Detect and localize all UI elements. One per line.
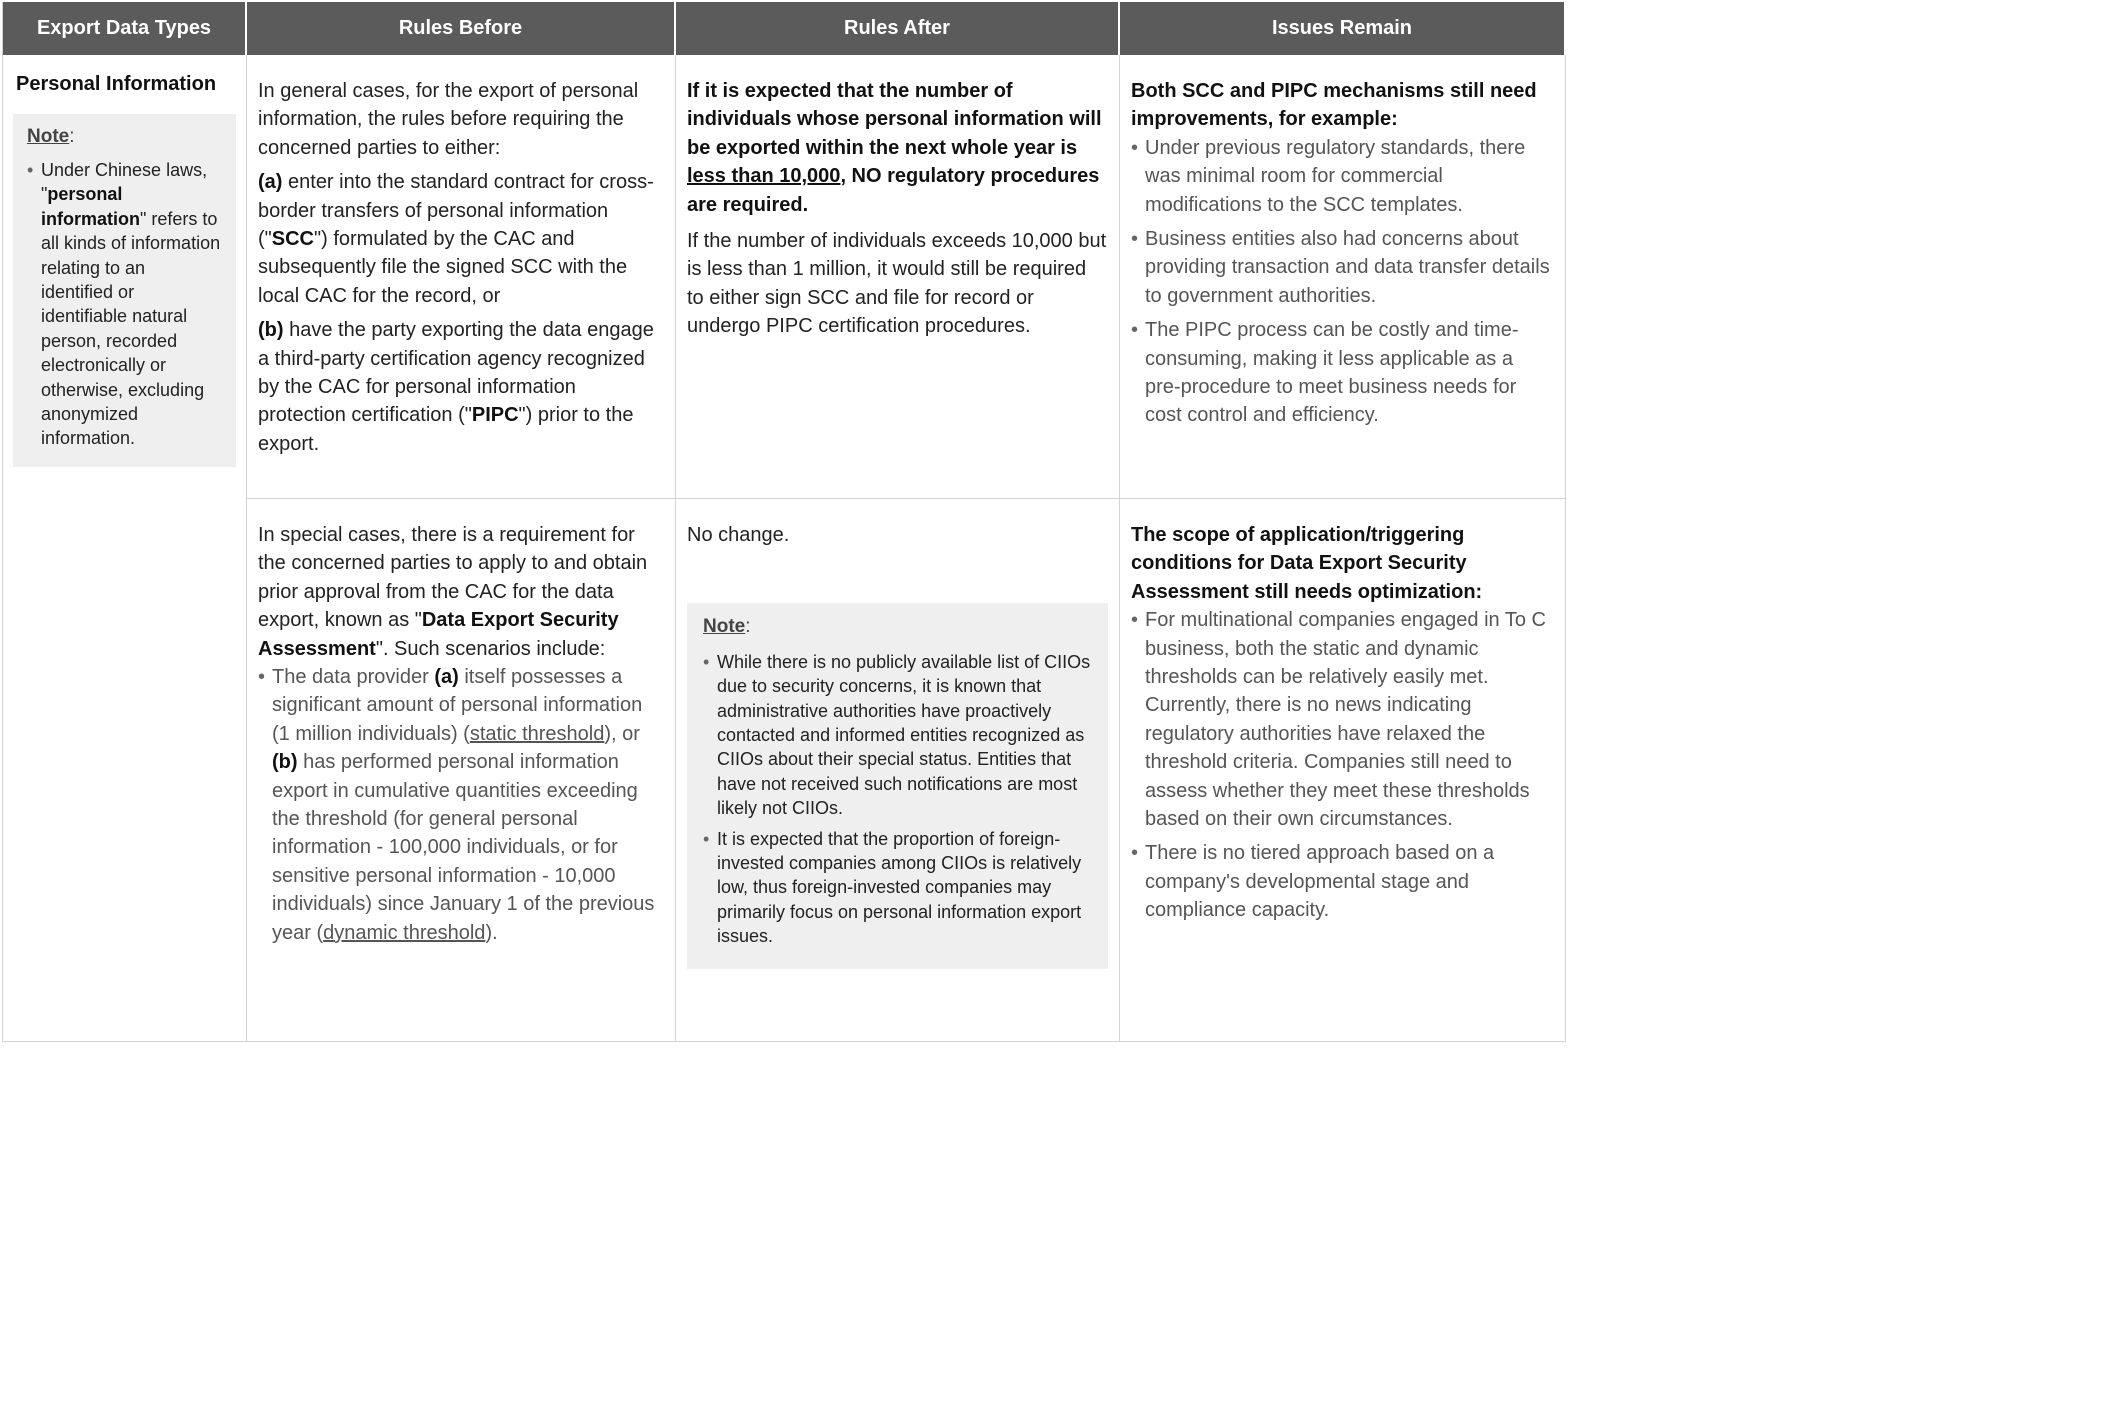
rules-after-special: No change. Note: • While there is no publicly available list of CIIOs due to security concerns, it is known that administrative authorities have proactively contacted and informed entities recognized as CIIOs about their special status. Entities that have not received such notifications are most likely not CIIOs. • It is expected that the proportion of foreign-invested companies among CIIOs is relatively low, thus foreign-invested companies may primarily focus on personal information export issues.	[676, 499, 1120, 1041]
threshold-rule: If it is expected that the number of individuals whose personal information will be exported within the next whole year is less than 10,000, NO regulatory procedures are required.	[687, 80, 1102, 216]
option-b: (b) have the party exporting the data engage a third-party certification agency recognized by the CAC for personal information protection certification ("PIPC") prior to the export.	[258, 319, 654, 455]
list-item: • While there is no publicly available list of CIIOs due to security concerns, it is known that administrative authorities have proactively contacted and informed entities recognized as CIIOs about their special status. Entities that have not received such notifications are most likely not CIIOs.	[703, 650, 1092, 821]
ciio-note	[687, 603, 1108, 968]
issues-remain-special: The scope of application/triggering conditions for Data Export Security Assessment still needs optimization: • For multinational companies engaged in To C business, both the static and dynamic thresholds can be relatively easily met. Currently, there is no news indicating regulatory authorities have relaxed the threshold criteria. Companies still need to assess whether they meet these thresholds based on their own circumstances. • There is no tiered approach based on a company's developmental stage and compliance capacity.	[1120, 499, 1566, 1041]
data-type-title: Personal Information	[16, 73, 217, 95]
list-item: • The data provider (a) itself possesses a significant amount of personal information (1 million individuals) (static threshold), or (b) has performed personal information export in cumulative quantities exceeding the threshold (for general personal information - 100,000 individuals, or for sensitive personal information - 10,000 individuals) since January 1 of the previous year (dynamic threshold).	[258, 663, 664, 947]
scenario-list	[258, 663, 664, 947]
list-item: • It is expected that the proportion of foreign-invested companies among CIIOs is relatively low, thus foreign-invested companies may primarily focus on personal information export issues.	[703, 827, 1092, 949]
list-item: • There is no tiered approach based on a company's developmental stage and compliance capacity.	[1131, 839, 1554, 924]
issues-list-special	[1131, 606, 1554, 924]
list-item: • Business entities also had concerns about providing transaction and data transfer details to government authorities.	[1131, 225, 1554, 310]
note-list	[27, 158, 222, 451]
personal-information-note	[13, 114, 236, 467]
special-intro: In special cases, there is a requirement for the concerned parties to apply to and obtain prior approval from the CAC for the data export, known as "Data Export Security Assessment". Such scenarios include:	[258, 524, 648, 660]
issues-list-general	[1131, 134, 1554, 430]
note-item: • Under Chinese laws, "personal information" refers to all kinds of information relating to an identified or identifiable natural person, recorded electronically or otherwise, excluding anonymized information.	[27, 158, 222, 451]
header-issues-remain: Issues Remain	[1120, 2, 1566, 55]
note-label: Note:	[27, 126, 75, 147]
header-rules-after: Rules After	[676, 2, 1120, 55]
list-item: • The PIPC process can be costly and time-consuming, making it less applicable as a pre-procedure to meet business needs for cost control and efficiency.	[1131, 316, 1554, 430]
export-data-type-cell	[3, 55, 247, 1041]
list-item: • Under previous regulatory standards, there was minimal room for commercial modifications to the SCC templates.	[1131, 134, 1554, 219]
rules-before-special	[247, 499, 676, 1041]
rules-after-general: If it is expected that the number of individuals whose personal information will be exported within the next whole year is less than 10,000, NO regulatory procedures are required. If the number of individuals exceeds 10,000 but is less than 1 million, it would still be required to either sign SCC and file for record or undergo PIPC certification procedures.	[676, 55, 1120, 499]
comparison-table	[2, 2, 1566, 1042]
rules-before-general: In general cases, for the export of personal information, the rules before requiring the concerned parties to either: (a) enter into the standard contract for cross-border transfers of personal information ("SCC") formulated by the CAC and subsequently file the signed SCC with the local CAC for the record, or (b) have the party exporting the data engage a third-party certification agency recognized by the CAC for personal information protection certification ("PIPC") prior to the export.	[247, 55, 676, 499]
list-item: • For multinational companies engaged in To C business, both the static and dynamic thresholds can be relatively easily met. Currently, there is no news indicating regulatory authorities have relaxed the threshold criteria. Companies still need to assess whether they meet these thresholds based on their own circumstances.	[1131, 606, 1554, 833]
option-a: (a) enter into the standard contract for cross-border transfers of personal information ("SCC") formulated by the CAC and subsequently file the signed SCC with the local CAC for the record, or	[258, 171, 654, 307]
ciio-note-list	[703, 650, 1092, 949]
header-rules-before: Rules Before	[247, 2, 676, 55]
note-label: Note:	[703, 616, 751, 638]
issues-remain-general: Both SCC and PIPC mechanisms still need improvements, for example: • Under previous regulatory standards, there was minimal room for commercial modifications to the SCC templates. • Business entities also had concerns about providing transaction and data transfer details to government authorities. • The PIPC process can be costly and time-consuming, making it less applicable as a pre-procedure to meet business needs for cost control and efficiency.	[1120, 55, 1566, 499]
header-export-data-types: Export Data Types	[3, 2, 247, 55]
